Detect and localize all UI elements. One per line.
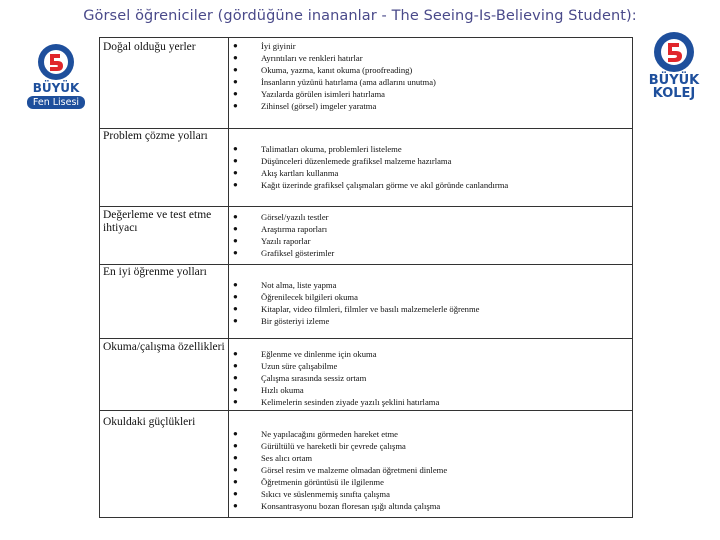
table-row <box>100 128 632 207</box>
list-item: ● Talimatları okuma, problemleri listeleme <box>233 144 402 154</box>
table-row <box>100 264 632 339</box>
row-category: Değerleme ve test etme ihtiyacı <box>103 209 212 234</box>
list-item: ● Kağıt üzerinde grafiksel çalışmaları görme ve akıl göründe canlandırma <box>233 180 509 190</box>
list-item: ● Grafiksel gösterimler <box>233 248 335 258</box>
row-category: Doğal olduğu yerler <box>103 41 196 53</box>
list-item: ● Görsel resim ve malzeme olmadan öğretmeni dinleme <box>233 465 448 475</box>
table-row <box>100 410 632 518</box>
row-items <box>231 143 631 191</box>
learning-style-table <box>99 37 633 518</box>
list-item: ● İyi giyinir <box>233 41 296 51</box>
list-item: ● Sıkıcı ve süslenmemiş sınıfta çalışma <box>233 489 390 499</box>
list-item: ● Ne yapılacağını görmeden hareket etme <box>233 429 398 439</box>
list-item: ● Kelimelerin sesinden ziyade yazılı şeklini hatırlama <box>233 397 440 407</box>
row-category: En iyi öğrenme yolları <box>103 266 207 278</box>
list-item: ● Zihinsel (görsel) imgeler yaratma <box>233 101 377 111</box>
logo-emblem-icon <box>652 30 696 74</box>
school-logo-left <box>24 42 88 109</box>
list-item: ● Gürültülü ve hareketli bir çevrede çalışma <box>233 441 406 451</box>
logo-right-line1: BÜYÜK <box>648 73 700 88</box>
list-item: ● Kitaplar, video filmleri, filmler ve basılı malzemelerle öğrenme <box>233 304 480 314</box>
school-logo-right <box>640 30 708 100</box>
list-item: ● Hızlı okuma <box>233 385 304 395</box>
list-item: ● Çalışma sırasında sessiz ortam <box>233 373 367 383</box>
list-item: ● Araştırma raporları <box>233 224 328 234</box>
list-item: ● Bir gösteriyi izleme <box>233 316 330 326</box>
logo-emblem-icon <box>36 42 76 82</box>
logo-left-line2: Fen Lisesi <box>27 96 85 109</box>
list-item: ● Görsel/yazılı testler <box>233 212 329 222</box>
table-row <box>100 338 632 411</box>
list-item: ● Yazılı raporlar <box>233 236 311 246</box>
row-category: Okuma/çalışma özellikleri <box>103 341 225 353</box>
logo-left-line1: BÜYÜK <box>32 81 80 95</box>
list-item: ● Öğrenilecek bilgileri okuma <box>233 292 358 302</box>
list-item: ● Akış kartları kullanma <box>233 168 339 178</box>
logo-right-line2: KOLEJ <box>652 86 696 101</box>
list-item: ● Uzun süre çalışabilme <box>233 361 338 371</box>
list-item: ● Düşünceleri düzenlemede grafiksel malzeme hazırlama <box>233 156 452 166</box>
table-row <box>100 206 632 265</box>
row-category: Okuldaki güçlükleri <box>103 416 196 428</box>
table-row <box>100 38 632 128</box>
list-item: ● Ses alıcı ortam <box>233 453 313 463</box>
row-items <box>231 211 631 259</box>
list-item: ● Okuma, yazma, kanıt okuma (proofreading) <box>233 65 413 75</box>
list-item: ● Yazılarda görülen isimleri hatırlama <box>233 89 385 99</box>
list-item: ● Eğlenme ve dinlenme için okuma <box>233 349 377 359</box>
list-item: ● Konsantrasyonu bozan floresan ışığı altında çalışma <box>233 501 441 511</box>
page-title: Görsel öğreniciler (gördüğüne inananlar - The Seeing-Is-Believing Student): <box>83 8 637 24</box>
row-category: Problem çözme yolları <box>103 130 208 142</box>
list-item: ● İnsanların yüzünü hatırlama (ama adlarını unutma) <box>233 77 436 87</box>
row-items <box>231 279 631 327</box>
row-items <box>231 40 631 112</box>
list-item: ● Ayrıntıları ve renkleri hatırlar <box>233 53 363 63</box>
list-item: ● Not alma, liste yapma <box>233 280 337 290</box>
row-items <box>231 428 631 512</box>
row-items <box>231 348 631 408</box>
list-item: ● Öğretmenin görüntüsü ile ilgilenme <box>233 477 384 487</box>
